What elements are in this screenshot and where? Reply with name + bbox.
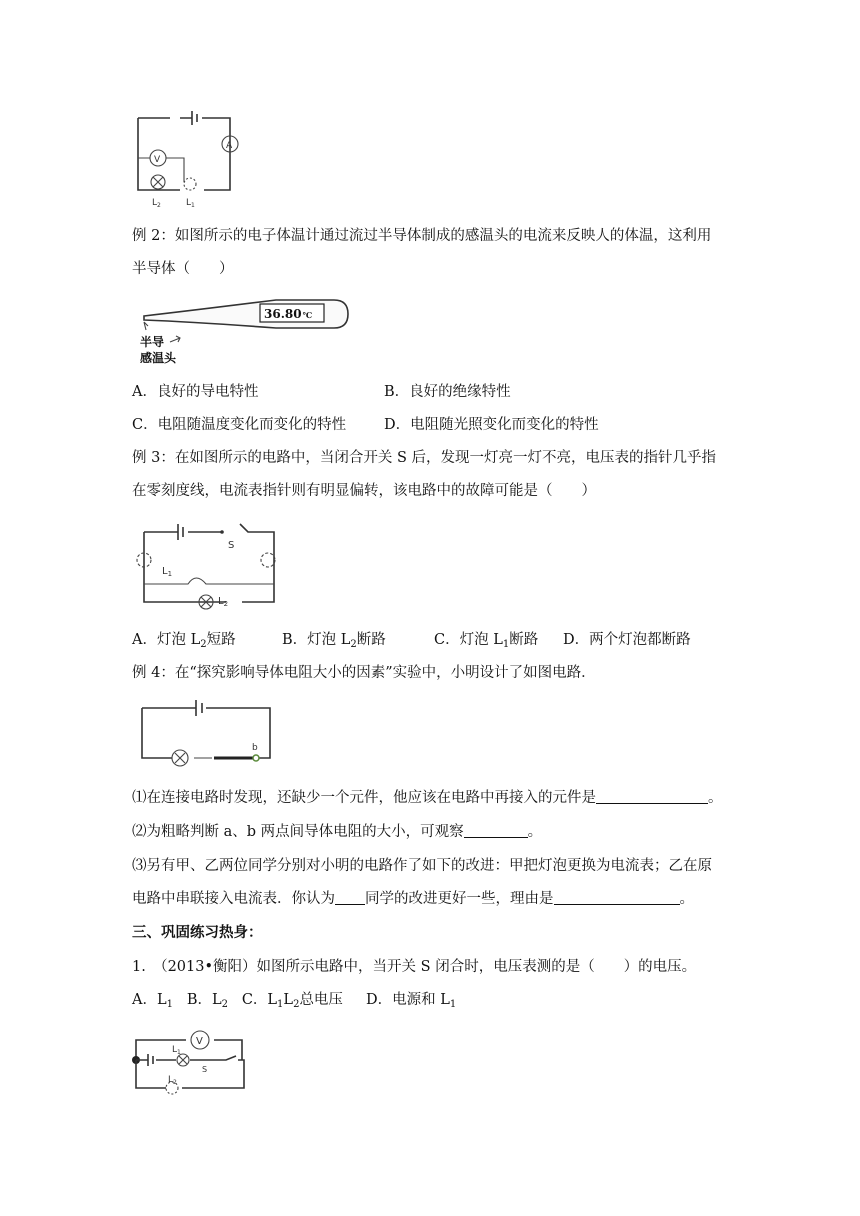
svg-text:L2: $L_2$ bbox=[152, 198, 161, 209]
ex4-fig-b: b bbox=[252, 743, 258, 753]
sec3-option-b: B．$L_2$ bbox=[186, 992, 228, 1010]
thermometer-figure bbox=[136, 296, 356, 374]
section-3-heading: 三、巩固练习热身： bbox=[132, 924, 263, 941]
ex2-question-line2: 半导体（ ） bbox=[132, 261, 234, 277]
ex4-q3-line1: ⑶另有甲、乙两位同学分别对小明的电路作了如下的改进：甲把灯泡更换为电流表；乙在原 bbox=[132, 858, 712, 874]
figure-4-circuit bbox=[134, 698, 284, 768]
svg-text:L2: $L_2$ bbox=[168, 1075, 177, 1086]
voltmeter-label: V bbox=[154, 155, 161, 165]
figure-sec3-circuit bbox=[128, 1022, 258, 1104]
ex2-option-b: B．良好的绝缘特性 bbox=[384, 384, 511, 400]
figure-1-circuit bbox=[128, 108, 238, 208]
ex4-q3-blank-2[interactable] bbox=[554, 890, 680, 905]
ex4-q2: ⑵为粗略判断 a、b 两点间导体电阻的大小，可观察 。 bbox=[132, 824, 543, 840]
sec3-q1-options bbox=[132, 990, 456, 1010]
sec3-option-c: C．$L_1L_2$总电压 bbox=[241, 992, 343, 1010]
thermo-label-2: 感温头 bbox=[140, 351, 177, 365]
sec3-fig-s: S bbox=[202, 1065, 208, 1074]
sec3-q1-line1: 1. （2013•衡阳）如图所示电路中，当开关 S 闭合时，电压表测的是（ ）的电压。 bbox=[132, 959, 697, 975]
svg-text:L1: $L_1$ bbox=[162, 566, 173, 578]
thermo-label-1: 半导 bbox=[140, 335, 165, 349]
ex3-question-line2: 在零刻度线，电流表指针则有明显偏转，该电路中的故障可能是（ ） bbox=[132, 483, 596, 499]
ex2-option-d: D．电阻随光照变化而变化的特性 bbox=[384, 417, 599, 433]
figure-3-circuit bbox=[128, 518, 288, 618]
ex4-q3-line2: 电路中串联接入电流表．你认为 同学的改进更好一些，理由是 。 bbox=[132, 891, 694, 907]
ex4-question-line1: 例 4：在“探究影响导体电阻大小的因素”实验中，小明设计了如图电路． bbox=[132, 665, 596, 681]
ex3-question-line1: 例 3：在如图所示的电路中，当闭合开关 S 后，发现一灯亮一灯不亮，电压表的指针几乎指 bbox=[132, 450, 716, 466]
sec3-voltmeter-label: V bbox=[196, 1036, 203, 1047]
ex3-option-b: B．灯泡 $L_2$断路 bbox=[282, 632, 386, 650]
ex3-option-a: A．灯泡 $L_2$短路 bbox=[132, 632, 236, 650]
thermo-unit: ℃ bbox=[302, 310, 313, 320]
sec3-option-d: D．电源和 $L_1$ bbox=[365, 992, 457, 1010]
thermo-reading: 36.80 bbox=[264, 307, 302, 321]
ex4-q2-blank[interactable] bbox=[464, 823, 528, 838]
ammeter-label: A bbox=[226, 141, 233, 151]
svg-text:36.80℃ bbox=[264, 307, 313, 321]
ex3-option-c: C．灯泡 $L_1$断路 bbox=[434, 632, 539, 650]
ex2-question-line1: 例 2：如图所示的电子体温计通过流过半导体制成的感温头的电流来反映人的体温，这利用 bbox=[132, 228, 712, 244]
svg-text:L2: $L_2$ bbox=[218, 596, 229, 608]
svg-text:L1: $L_1$ bbox=[186, 198, 195, 209]
ex3-fig-s: S bbox=[228, 540, 235, 551]
ex2-option-c: C．电阻随温度变化而变化的特性 bbox=[132, 417, 347, 433]
ex4-q1: ⑴在连接电路时发现，还缺少一个元件，他应该在电路中再接入的元件是 。 bbox=[132, 790, 723, 806]
svg-text:L1: $L_1$ bbox=[172, 1045, 181, 1056]
sec3-option-a: A．$L_1$ bbox=[132, 992, 173, 1010]
ex2-option-a: A．良好的导电特性 bbox=[132, 384, 259, 400]
ex4-q3-blank-1[interactable] bbox=[335, 890, 365, 905]
ex4-q1-blank[interactable] bbox=[596, 789, 708, 804]
ex3-option-d: D．两个灯泡都断路 bbox=[563, 632, 691, 648]
